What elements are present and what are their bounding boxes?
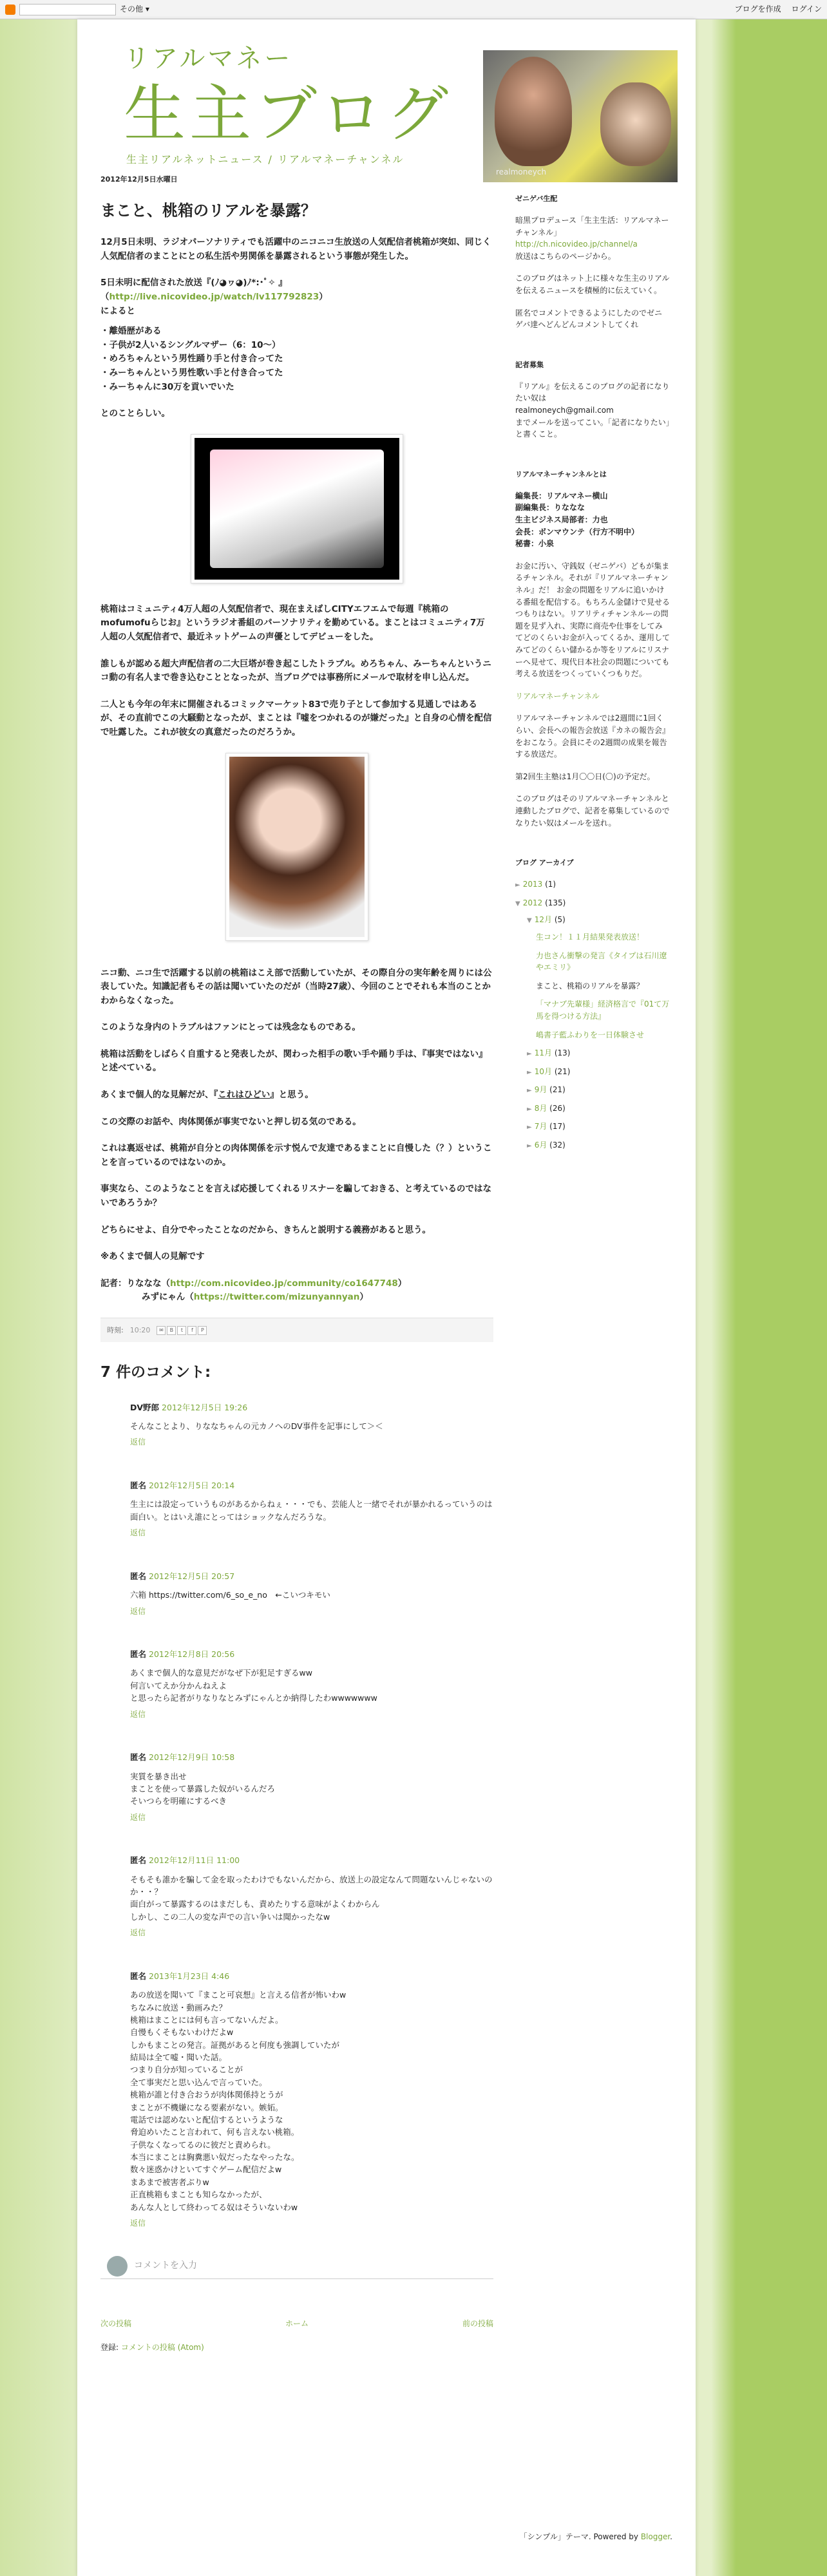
comment-body: そんなことより、りななちゃんの元カノへのDV事件を記事にして＞＜ (130, 1421, 383, 1432)
post-paragraph: あくまで個人的な見解だが、『 (100, 1090, 218, 1101)
reporter-label: みずにゃん（ (142, 1292, 194, 1303)
blog-header (100, 24, 672, 177)
archive-count: (5) (554, 915, 566, 925)
sidebar-about (515, 193, 670, 331)
sidebar-title: 記者募集 (515, 360, 544, 369)
sidebar-text: 第2回生主塾は1月〇〇日(〇)の予定だ。 (515, 772, 655, 781)
paren: ） (359, 1292, 368, 1303)
post-paragraph: この交際のお話や、肉体関係が事実でないと押し切る気のである。 (100, 1116, 361, 1127)
reply-link[interactable]: 返信 (130, 1437, 146, 1447)
sidebar-email: realmoneych@gmail.com (515, 406, 614, 415)
archive-count: (13) (554, 1048, 571, 1058)
post-paragraph: とのことらしい。 (100, 408, 170, 419)
archive-month (527, 1066, 670, 1078)
archive-month-link[interactable]: 11月 (534, 1048, 552, 1058)
post-paragraph: このような身内のトラブルはファンにとっては残念なものである。 (100, 1022, 361, 1033)
post-title[interactable]: まこと、桃箱のリアルを暴露？ (100, 202, 317, 220)
comment (100, 1479, 493, 1539)
staff-item: 秘書：小泉 (515, 539, 555, 549)
archive-count: (1) (545, 880, 556, 889)
archive-post-link[interactable]: 嶋書子藍ふわりを一日体験させ (536, 1030, 645, 1039)
archive-count: (26) (549, 1103, 566, 1113)
archive-month (527, 914, 670, 1041)
post-paragraph: どちらにせよ、自分でやったことなのだから、きちんと説明する義務があると思う。 (100, 1224, 431, 1235)
older-post-link[interactable]: 前の投稿 (462, 2319, 493, 2329)
comment-input[interactable] (100, 2253, 493, 2279)
post-time-label: 時刻: (107, 1326, 124, 1335)
archive-month (527, 1084, 670, 1096)
triangle-right-icon[interactable]: ► (527, 1105, 532, 1113)
triangle-right-icon[interactable]: ► (515, 882, 520, 889)
header-photo-caption: realmoneych (496, 167, 547, 177)
archive-month-link[interactable]: 10月 (534, 1066, 552, 1076)
reporter-label: 記者：りななな（ (100, 1278, 170, 1289)
comment (100, 1970, 493, 2230)
staff-item: 副編集長：りななな (515, 503, 585, 513)
atom-feed-link[interactable]: コメントの投稿 (Atom) (120, 2343, 204, 2353)
comment-body: 実質を暴き出せ まことを使って暴露した奴がいるんだろ そいつらを明確にするべき (130, 1771, 276, 1806)
post-paragraph: 桃箱は活動をしばらく自重すると発表したが、関わった相手の歌い手や踊り手は、『事実ではない』と述べている。 (100, 1048, 488, 1074)
post-paragraph: ニコ動、ニコ生で活躍する以前の桃箱はこえ部で活動していたが、その際自分の実年齢を周りには公表していた。知識記者もその話は聞いていたのだが（当時27歳）、今回のことでそれも本当のことかわからなくなった。 (100, 967, 492, 1006)
sidebar-recruit (515, 359, 670, 440)
blogger-logo-icon[interactable] (5, 5, 15, 15)
comment-author[interactable]: 匿名 (130, 1752, 147, 1763)
more-menu-button[interactable]: その他 ▾ (120, 5, 149, 14)
comment-body: 六箱 https://twitter.com/6_so_e_no ←こいつキモい (130, 1590, 330, 1600)
comment (100, 1751, 493, 1823)
blogger-link[interactable]: Blogger (640, 2532, 670, 2541)
post-date: 2012年12月5日水曜日 (100, 175, 178, 184)
sidebar-title: ゼニゲバ生配 (515, 194, 558, 203)
comment-date-link[interactable]: 2012年12月5日 20:57 (149, 1571, 235, 1581)
triangle-down-icon[interactable]: ▼ (515, 900, 520, 907)
reply-link[interactable]: 返信 (130, 2218, 146, 2228)
create-blog-link[interactable]: ブログを作成 (734, 5, 781, 14)
newer-post-link[interactable]: 次の投稿 (100, 2319, 132, 2329)
post-image-2[interactable] (225, 753, 368, 941)
blogger-navbar (0, 0, 827, 19)
header-photo (483, 50, 678, 182)
comment-body: あの放送を聞いて『まこと可哀想』と言える信者が怖いわw ちなみに放送・動画みた？ 桃箱はまことには何も言ってないんだよ。 自慢もくそもないわけだよw しかもまことの発言。証拠があると何度も強調していたが 結局は全て嘘・聞いた話。 つまり自分が知っていることが 全て事実だと思い込んで言っていた。 桃箱が誰と付き合おうが肉体関係持とうが まことが不機嫌になる要素がない。嫉妬。 電話では認めないと配信するというような 脅迫めいたこと言われて、何も言えない桃箱。 子供なくなってるのに彼だと責められ。 本当にまことは胸糞悪い奴だったなやったな。 数々迷惑かけといてすぐゲーム配信だよw まあまで被害者ぶりw 正直桃箱もまことも知らなかったが、 あんな人として終わってる奴はそういないわw (130, 1990, 347, 2212)
comment (100, 1401, 493, 1448)
main-column (100, 174, 493, 2354)
archive-month (527, 1047, 670, 1059)
sidebar-text: 放送はこちらのページから。 (515, 251, 616, 261)
sidebar-title: リアルマネーチャンネルとは (515, 469, 607, 478)
post-paragraph: 桃箱はコミュニティ4万人超の人気配信者で、現在まえばしCITYエフエムで毎週『桃箱のmofumofuらじお』というラジオ番組のパーソナリティを勤めている。まことはコミュニティ7万人超の人気配信者で、最近ネットゲームの声優としてデビューをした。 (100, 603, 485, 642)
staff-item: 編集長：リアルマネー横山 (515, 491, 608, 500)
comment-list (100, 1401, 493, 2230)
comment-author[interactable]: 匿名 (130, 1571, 147, 1581)
archive-month-link[interactable]: 8月 (534, 1103, 547, 1113)
sidebar-channel (515, 469, 670, 829)
twitter-link[interactable]: https://twitter.com/mizunyannyan (193, 1292, 360, 1303)
archive-month-link[interactable]: 7月 (534, 1122, 547, 1132)
blog-archive (515, 857, 670, 1151)
sidebar-title: ブログ アーカイブ (515, 858, 574, 867)
post-image-1[interactable] (191, 434, 403, 583)
archive-count: (32) (549, 1141, 566, 1150)
archive-month (527, 1139, 670, 1151)
post-paragraph: によると (100, 305, 135, 316)
comment-body: そもそも誰かを騙して金を取ったわけでもないんだから、放送上の設定なんて問題ないんじゃないのか・・？ 面白がって暴露するのはまだしも、責めたりする意味がよくわからん しかし、この二人の変な声での言い争いは聞かったなw (130, 1874, 493, 1922)
list-item: ・子供が2人いるシングルマザー（6：10〜） (100, 339, 281, 350)
search-input[interactable] (19, 4, 116, 15)
pager (100, 2318, 493, 2330)
avatar (107, 2256, 128, 2277)
archive-post-link[interactable]: 力也さん衝撃の発言《タイプは石川遼やエミリ》 (536, 951, 667, 972)
post-body: 12月5日未明、ラジオパーソナリティでも活躍中のニコニコ生放送の人気配信者桃箱が突如、同じく人気配信者のまことにとの私生活や男関係を暴露されるという事態が発生した。 5日未明に配信された放送『(ﾉ◕ヮ◕)ﾉ*:･ﾟ✧ 』 （http://live.nicovideo.jp/watch/lv117792823） によると ・離婚歴がある ・子供が2人いるシングルマザー（6：10〜） ・めろちゃんという男性踊り手と付き合ってた ・みーちゃんという男性歌い手と付き合ってた ・みーちゃんに30万を貢いでいた とのことらしい。 桃箱はコミュニティ4万人超の人気配信者で、現在まえばしCITYエフエムで毎週『桃箱のmofumofuらじお』というラジオ番組のパーソナリティを勤めている。まことはコミュニティ7万人超の人気配信者で、最近ネットゲームの声優としてデビューをした。 誰しもが認める超大声配信者の二大巨塔が巻き起こしたトラブル。めろちゃん、みーちゃんというニコ動の有名人まで巻き込むこととなったが、当ブログでは事務所にメールで取材を申し込んだ。 二人とも今年の年末に開催されるコミックマーケット83で売り子として参加する見通しではあるが、その直前でこの大騒動となったが、まことは『嘘をつかれるのが嫌だった』と自身の心情を配信で吐露した。これが彼女の真意だったのだろうか。 ニコ動、ニコ生で活躍する以前の桃箱はこえ部で活動していたが、その際自分の実年齢を周りには公表していた。知識記者もその話は聞いていたのだが（当時27歳）、今回のことでそれも本当のことかわからなくなった。 このような身内のトラブルはファンにとっては残念なものである。 桃箱は活動をしばらく自重すると発表したが、関わった相手の歌い手や踊り手は、『事実ではない』と述べている。 あくまで個人的な見解だが、『これはひどい』と思う。 この交際のお話や、肉体関係が事実でないと押し切る気のである。 これは裏返せば、桃箱が自分との肉体関係を示す悦んで友達であるまことに自慢した（？）ということを言っているのではないのか。 事実なら、このようなことを言えば応援してくれるリスナーを騙しておきる、と考えているのではないであろうか？ どちらにせよ、自分でやったことなのだから、きちんと説明する義務があると思う。 ※あくまで個人の見解です 記者：りななな（http://com.nicovideo.jp/community/co1647748） みずにゃん（https://twitter.com/mizunyannyan） (100, 237, 492, 1303)
archive-post-link[interactable]: 「マナブ先輩様」経済格言で『01て万馬を得つける方法』 (536, 999, 670, 1021)
comment-author[interactable]: DV野郎 (130, 1402, 160, 1412)
post-paragraph: ※あくまで個人の見解です (100, 1251, 205, 1262)
sidebar-text: 『リアル』を伝えるこのブログの記者になりたい奴は (515, 381, 670, 403)
archive-year (515, 878, 670, 891)
sidebar-text: 暗黒プロデュース「生主生活：リアルマネーチャンネル」 (515, 216, 669, 237)
post-paragraph: 事実なら、このようなことを言えば応援してくれるリスナーを騙しておきる、と考えているのではないであろうか？ (100, 1184, 491, 1209)
reply-link[interactable]: 返信 (130, 1928, 146, 1938)
post-paragraph: 12月5日未明、ラジオパーソナリティでも活躍中のニコニコ生放送の人気配信者桃箱が突如、同じく人気配信者のまことにとの私生活や男関係を暴露されるという事態が発生した。 (100, 237, 491, 261)
comment-date-link[interactable]: 2012年12月5日 20:14 (149, 1481, 235, 1491)
sidebar (515, 193, 670, 1180)
archive-year (515, 897, 670, 1151)
archive-post-link[interactable]: 生コン！１１月結果発表放送！ (536, 932, 645, 942)
sidebar-text: 匿名でコメントできるようにしたのでゼニゲバ達ヘどんどんコメントしてくれ (515, 308, 663, 330)
comment (100, 1570, 493, 1617)
triangle-right-icon[interactable]: ► (527, 1050, 532, 1058)
archive-count: (21) (554, 1066, 571, 1076)
triangle-right-icon[interactable]: ► (527, 1142, 532, 1150)
triangle-right-icon[interactable]: ► (527, 1124, 532, 1132)
pinterest-share-icon[interactable]: P (198, 1326, 207, 1335)
archive-year-link[interactable]: 2013 (522, 880, 543, 889)
comment-date-link[interactable]: 2012年12月5日 19:26 (162, 1402, 248, 1412)
mask-figure (495, 57, 572, 166)
blogthis-icon[interactable]: B (167, 1326, 176, 1335)
comments-title: 7 件のコメント: (100, 1364, 211, 1381)
comment-author[interactable]: 匿名 (130, 1649, 147, 1660)
page-wrapper (77, 19, 696, 2576)
attribution-text: 「シンプル」テーマ. Powered by (519, 2532, 641, 2541)
comment-author[interactable]: 匿名 (130, 1855, 147, 1866)
archive-count: (21) (549, 1085, 566, 1095)
blog-title[interactable] (124, 39, 452, 149)
archive-month (527, 1103, 670, 1115)
home-link[interactable]: ホーム (285, 2319, 309, 2329)
staff-item: 生主ビジネス局部者：力也 (515, 515, 608, 525)
inline-link[interactable]: これはひどい (218, 1090, 271, 1101)
list-item: ・離婚歴がある (100, 326, 162, 337)
channel-link[interactable]: http://ch.nicovideo.jp/channel/a (515, 240, 638, 249)
sidebar-text: このブログはそのリアルマネーチャンネルと連動したブログで、記者を募集しているのでなりたい奴はメールを送れ。 (515, 794, 670, 828)
person-figure (600, 82, 671, 166)
sidebar-text: お金に汚い、守銭奴（ゼニゲバ）どもが集まるチャンネル。それが『リアルマネーチャンネル』だ！ お金の問題をリアルに追いかける番組を配信する。もちろん金儲けで見せるつもりはない。リアリティチャンネルーの問題を見ず入れ、実際に商売や仕事をしてみてどのくらいお金が入ってくるか、運用してみてどのくらい儲かるか等をリアルにリスナーへ見せて、現代日本社会の問題についても考える放送をつくっていくつもりだ。 (515, 561, 670, 679)
list-item: ・めろちゃんという男性踊り手と付き合ってた (100, 354, 283, 365)
twitter-share-icon[interactable]: t (177, 1326, 186, 1335)
comment (100, 1648, 493, 1720)
login-link[interactable]: ログイン (791, 5, 822, 14)
archive-month-link[interactable]: 6月 (534, 1141, 547, 1150)
sidebar-text: このブログはネット上に様々な生主のリアルを伝えるニュースを積極的に伝えていく。 (515, 274, 670, 296)
email-share-icon[interactable]: ✉ (157, 1326, 166, 1335)
comment-date-link[interactable]: 2012年12月8日 20:56 (149, 1649, 235, 1660)
archive-count: (135) (545, 898, 566, 907)
triangle-down-icon[interactable]: ▼ (527, 917, 532, 925)
post-paragraph: 二人とも今年の年末に開催されるコミックマーケット83で売り子として参加する見通しではあるが、その直前でこの大騒動となったが、まことは『嘘をつかれるのが嫌だった』と自身の心情を配信で吐露した。これが彼女の真意だったのだろうか。 (100, 699, 492, 737)
post-paragraph: 5日未明に配信された放送『(ﾉ◕ヮ◕)ﾉ*:･ﾟ✧ 』 (100, 278, 287, 289)
post-footer (100, 1318, 493, 1342)
community-link[interactable]: http://com.nicovideo.jp/community/co1647748 (170, 1278, 398, 1289)
post-paragraph: 誰しもが認める超大声配信者の二大巨塔が巻き起こしたトラブル。めろちゃん、みーちゃんというニコ動の有名人まで巻き込むこととなったが、当ブログでは事務所にメールで取材を申し込んだ。 (100, 658, 491, 683)
sidebar-text: までメールを送ってこい。「記者になりたい」と書くこと。 (515, 417, 670, 439)
share-buttons (157, 1326, 207, 1335)
comment-body: あくまで個人的な意見だがなぜ下が犯足すぎるww 何言いてえか分かんねえよ と思ったら記者がりなりなとみずにゃんとか納得したわwwwwwww (130, 1668, 377, 1703)
blog-title-big: 生主ブログ (124, 78, 452, 150)
archive-month-link[interactable]: 9月 (534, 1085, 547, 1095)
attribution-end: . (670, 2532, 672, 2541)
list-item: ・みーちゃんに30万を貢いでいた (100, 381, 234, 392)
reply-link[interactable]: 返信 (130, 1709, 146, 1719)
staff-item: 会長：ボンマウンテ（行方不明中） (515, 527, 640, 536)
comment-date-link[interactable]: 2012年12月11日 11:00 (149, 1855, 240, 1866)
comment-author[interactable]: 匿名 (130, 1971, 147, 1981)
blog-title-small: リアルマネー (124, 44, 293, 73)
reply-link[interactable]: 返信 (130, 1606, 146, 1616)
archive-month-link[interactable]: 12月 (534, 915, 552, 925)
comment-date-link[interactable]: 2012年12月9日 10:58 (149, 1752, 235, 1763)
attribution (100, 2531, 672, 2543)
post-timestamp-link[interactable]: 10:20 (129, 1326, 151, 1335)
archive-count: (17) (549, 1122, 566, 1132)
list-item: ・みーちゃんという男性歌い手と付き合ってた (100, 367, 283, 378)
reply-link[interactable]: 返信 (130, 1812, 146, 1822)
triangle-right-icon[interactable]: ► (527, 1087, 532, 1095)
comment (100, 1854, 493, 1938)
subscribe-label: 登録: (100, 2343, 119, 2353)
comment-placeholder: コメントを入力 (134, 2260, 197, 2271)
archive-post-link[interactable]: まこと、桃箱のリアルを暴露？ (536, 981, 644, 990)
post-paragraph: これは裏返せば、桃箱が自分との肉体関係を示す悦んで友達であるまことに自慢した（？）ということを言っているのではないのか。 (100, 1143, 492, 1168)
realmoney-channel-link[interactable]: リアルマネーチャンネル (515, 691, 600, 701)
comment-date-link[interactable]: 2013年1月23日 4:46 (149, 1971, 230, 1981)
sidebar-text: リアルマネーチャンネルでは2週間に1回くらい、会長への報告会放送『カネの報告会』をおこなう。会員にその2週間の成果を報告する放送だ。 (515, 714, 670, 759)
comment-author[interactable]: 匿名 (130, 1481, 147, 1491)
subscribe (100, 2342, 493, 2354)
triangle-right-icon[interactable]: ► (527, 1068, 532, 1076)
nicolive-link[interactable]: http://live.nicovideo.jp/watch/lv117792823 (109, 292, 319, 303)
paren: ） (397, 1278, 407, 1289)
blog-description: 生主リアルネットニュース / リアルマネーチャンネル (126, 153, 404, 166)
reply-link[interactable]: 返信 (130, 1528, 146, 1538)
archive-month (527, 1121, 670, 1133)
facebook-share-icon[interactable]: f (187, 1326, 196, 1335)
comment-body: 生主には設定っていうものがあるからねぇ・・・でも、芸能人と一緒でそれが暴かれるっていうのは面白い。とはいえ誰にとってはショックなんだろうな。 (130, 1499, 493, 1522)
post-paragraph: 』と思う。 (270, 1090, 314, 1101)
archive-year-link[interactable]: 2012 (522, 898, 543, 907)
